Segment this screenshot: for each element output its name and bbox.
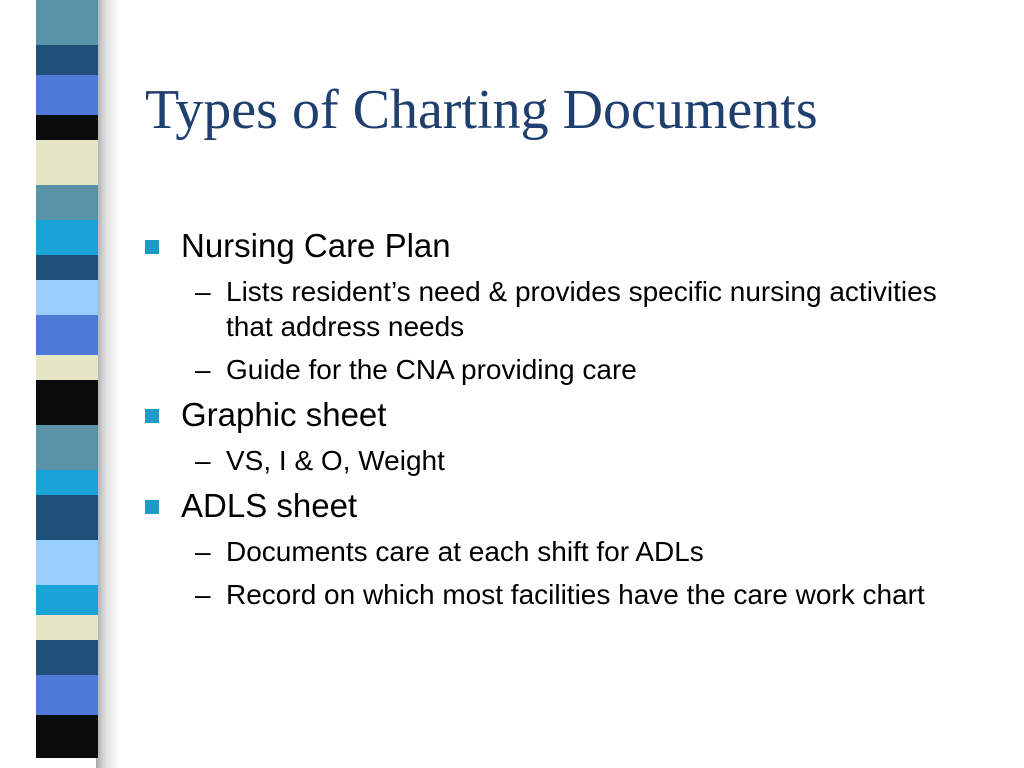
decorative-stripe xyxy=(36,0,98,768)
stripe-block xyxy=(36,640,98,675)
bullet-item xyxy=(145,486,985,526)
stripe-block xyxy=(36,0,98,45)
square-bullet-icon xyxy=(145,500,159,514)
stripe-block xyxy=(36,45,98,75)
bullet-item xyxy=(145,395,985,435)
bullet-group xyxy=(145,486,985,612)
stripe-block xyxy=(36,715,98,758)
slide-title: Types of Charting Documents xyxy=(145,79,818,141)
bullet-item xyxy=(145,226,985,266)
bullet-list xyxy=(145,226,985,620)
bullet-group xyxy=(145,395,985,478)
dash-icon: – xyxy=(195,354,211,385)
stripe-block xyxy=(36,425,98,470)
dash-icon: – xyxy=(195,579,211,610)
stripe-block xyxy=(36,495,98,540)
bullet-text: Nursing Care Plan xyxy=(181,227,451,264)
stripe-block xyxy=(36,185,98,220)
sub-bullet-text: Documents care at each shift for ADLs xyxy=(226,536,704,567)
dash-icon: – xyxy=(195,276,211,307)
dash-icon: – xyxy=(195,445,211,476)
square-bullet-icon xyxy=(145,240,159,254)
stripe-shadow xyxy=(96,0,120,768)
stripe-block xyxy=(36,470,98,495)
bullet-text: Graphic sheet xyxy=(181,396,387,433)
sub-bullet-item xyxy=(145,352,985,387)
stripe-block xyxy=(36,280,98,315)
bullet-text: ADLS sheet xyxy=(181,487,358,524)
stripe-block xyxy=(36,540,98,585)
stripe-block xyxy=(36,585,98,615)
stripe-block xyxy=(36,220,98,255)
sub-bullet-item xyxy=(145,577,985,612)
sub-bullet-text: Record on which most facilities have the care work chart xyxy=(226,579,925,610)
stripe-block xyxy=(36,140,98,185)
sub-bullet-item xyxy=(145,534,985,569)
sub-bullet-item xyxy=(145,443,985,478)
stripe-block xyxy=(36,675,98,715)
stripe-block xyxy=(36,115,98,140)
stripe-block xyxy=(36,255,98,280)
sub-bullet-text: Guide for the CNA providing care xyxy=(226,354,637,385)
square-bullet-icon xyxy=(145,409,159,423)
sub-bullet-text: VS, I & O, Weight xyxy=(226,445,445,476)
stripe-block xyxy=(36,75,98,115)
sub-bullet-item xyxy=(145,274,985,344)
sub-bullet-text: Lists resident’s need & provides specific nursing activities that address needs xyxy=(226,276,937,342)
bullet-group xyxy=(145,226,985,387)
stripe-block xyxy=(36,615,98,640)
stripe-block xyxy=(36,315,98,355)
stripe-block xyxy=(36,380,98,425)
dash-icon: – xyxy=(195,536,211,567)
stripe-block xyxy=(36,355,98,380)
